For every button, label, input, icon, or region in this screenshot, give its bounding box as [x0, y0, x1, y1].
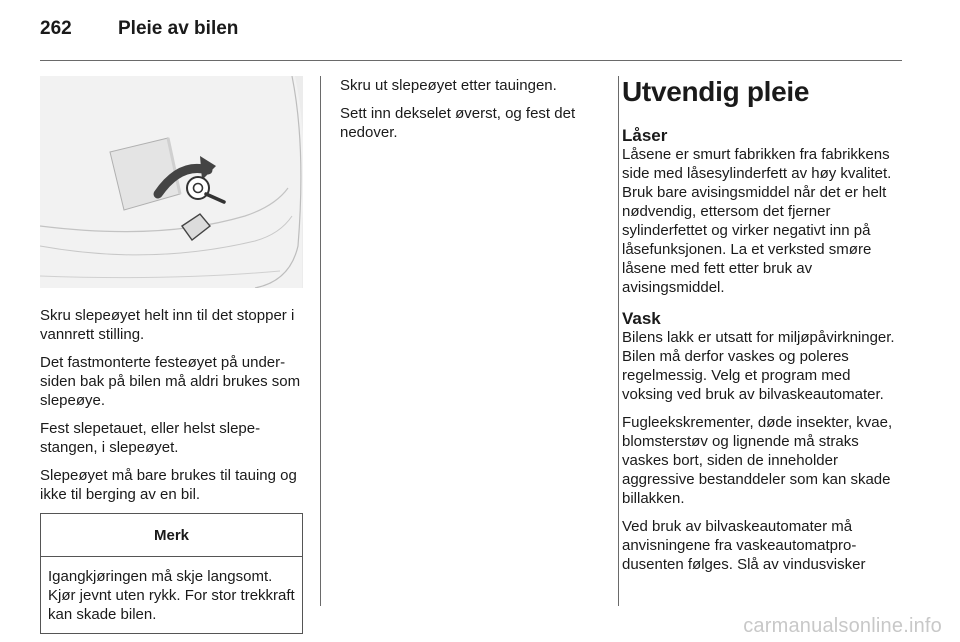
paragraph: Skru slepeøyet helt inn til det stopper i vannrett stilling. — [40, 307, 295, 343]
subsection-heading: Vask — [622, 309, 661, 328]
column-left — [40, 76, 303, 634]
subsection-heading: Låser — [622, 126, 668, 145]
page-number: 262 — [40, 18, 72, 39]
column-middle — [340, 76, 598, 151]
paragraph: Bilens lakk er utsatt for miljøpåvirkninger. Bilen må derfor vaskes og poleres regelmessig. Velg et program med voksing ved bruk av bilvaskeautomater. — [622, 329, 895, 403]
wash-section — [622, 309, 902, 574]
page-title: Pleie av bilen — [118, 18, 239, 39]
paragraph: Ved bruk av bilvaskeautomater må anvisningene fra vaskeautomatprodusenten følges. Slå av vindusvisker — [622, 518, 866, 573]
note-box — [40, 513, 303, 634]
locks-section — [622, 126, 902, 297]
watermark: carmanualsonline.info — [743, 615, 942, 637]
paragraph: Låsene er smurt fabrikken fra fabrikkens side med låsesylinderfett av høy kvalitet. Bruk bare avisingsmiddel når det er helt nødvendig, ettersom det fjerner sylinderfettet og virker negativt inn på låsefunksjonen. La et verksted smøre låsene med fett etter bruk av avisingsmiddel. — [622, 146, 892, 296]
paragraph: Sett inn dekselet øverst, og fest det nedover. — [340, 105, 576, 141]
column-separator — [320, 76, 321, 606]
note-heading: Merk — [41, 514, 302, 557]
note-text: Igangkjøringen må skje langsomt. Kjør jevnt uten rykk. For stor trekkraft kan skade bilen. — [48, 568, 295, 623]
paragraph: Fugleekskrementer, døde insekter, kvae, blomsterstøv og lignende må straks vaskes bort, siden de inneholder aggressive bestanddeler som kan skade billakken. — [622, 414, 893, 507]
paragraph: Det fastmonterte festeøyet på undersiden bak på bilen må aldri brukes som slepeøye. — [40, 354, 301, 409]
header-rule — [40, 60, 902, 61]
paragraph: Fest slepetauet, eller helst slepestangen, i slepeøyet. — [40, 420, 261, 456]
paragraph: Slepeøyet må bare brukes til tauing og ikke til berging av en bil. — [40, 467, 297, 503]
paragraph: Skru ut slepeøyet etter tauingen. — [340, 77, 557, 94]
column-right — [622, 76, 902, 586]
column-separator — [618, 76, 619, 606]
section-heading: Utvendig pleie — [622, 76, 810, 107]
tow-eye-illustration — [40, 76, 303, 288]
